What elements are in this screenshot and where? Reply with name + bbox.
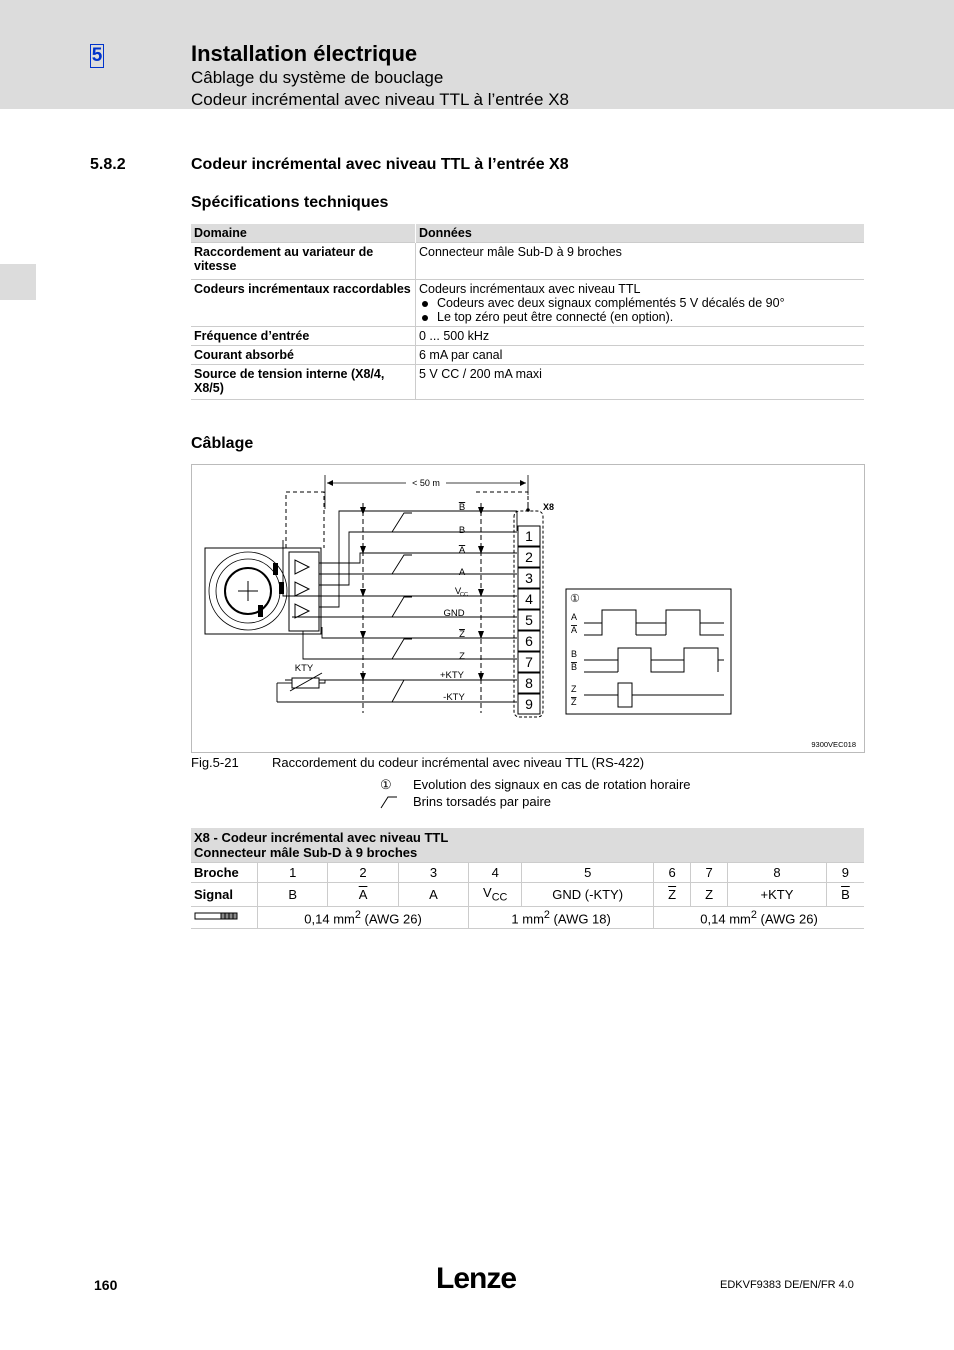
broche-cell: 3: [398, 863, 468, 883]
twisted-pair-markers: [392, 513, 412, 702]
table-row: [191, 906, 864, 928]
specs-table: [191, 224, 864, 400]
spec-bullet: Le top zéro peut être connecté (en option).: [437, 310, 861, 324]
spec-value: [416, 280, 865, 327]
lenze-logo: Lenze: [436, 1262, 517, 1295]
broche-cell: 7: [691, 863, 728, 883]
distance-label: < 50 m: [412, 478, 440, 488]
kty-label: KTY: [294, 663, 314, 674]
cable-awg: (AWG 26): [360, 910, 422, 926]
timing-label: A: [571, 612, 578, 622]
connector-pin-number: 4: [525, 591, 533, 607]
chapter-number: 5: [91, 45, 103, 66]
signal-label: Z: [459, 651, 465, 662]
spec-bullet: Codeurs avec deux signaux complémentés 5 V décalés de 90°: [437, 296, 861, 310]
table-row: [191, 365, 864, 400]
spec-value: 0 ... 500 kHz: [419, 329, 490, 343]
spec-value: 6 mA par canal: [419, 348, 503, 362]
timing-label: Z: [571, 684, 577, 694]
signal-label: B: [458, 525, 466, 536]
broche-cell: 9: [826, 863, 864, 883]
timing-label: B: [571, 662, 578, 672]
signal-value: $\overline{A}$: [358, 886, 368, 902]
signal-label: A: [458, 567, 466, 578]
signal-cell: Z: [691, 883, 728, 907]
broche-cell: 1: [258, 863, 328, 883]
signal-cell: [469, 883, 522, 907]
cable-awg: (AWG 26): [756, 910, 818, 926]
timing-waveforms: [584, 610, 724, 707]
cable-size: 0,14 mm: [700, 910, 751, 926]
signal-label: Z: [459, 629, 465, 640]
shield-dashed: [476, 492, 528, 502]
page-number: 160: [94, 1277, 118, 1293]
cable-size: 0,14 mm: [304, 910, 355, 926]
table-row: [191, 243, 864, 280]
connector-pins: [518, 526, 540, 714]
figure-caption: Raccordement du codeur incrémental avec niveau TTL (RS-422): [272, 755, 645, 770]
legend-text-1: Evolution des signaux en cas de rotation horaire: [413, 777, 691, 792]
table-row: [191, 346, 864, 365]
spec-value: Connecteur mâle Sub-D à 9 broches: [419, 245, 622, 259]
connector-pin-number: 6: [525, 633, 533, 649]
broche-cell: 5: [522, 863, 654, 883]
connector-label: X8: [543, 502, 555, 512]
broche-cell: 4: [469, 863, 522, 883]
spec-key: Source de tension interne (X8/4, X8/5): [191, 365, 416, 400]
distance-arrowhead: [520, 480, 526, 486]
signal-value: $\overline{B}$: [841, 886, 850, 902]
signal-label: -KTY: [443, 692, 465, 703]
figure-code: 9300VEC018: [811, 740, 856, 749]
table-row: [191, 280, 864, 327]
signal-value-sub: CC: [491, 891, 508, 904]
x8-title-line-1: X8 - Codeur incrémental avec niveau TTL: [194, 830, 449, 845]
cable-section-cell: [469, 906, 654, 928]
table-row: [191, 883, 864, 907]
timing-label: Z: [571, 697, 577, 707]
x8-title-line-2: Connecteur mâle Sub-D à 9 broches: [194, 845, 418, 860]
signal-label: A: [458, 545, 466, 556]
side-tab-marker: [0, 264, 36, 300]
timing-marker: ①: [570, 593, 580, 605]
spec-key: Codeurs incrémentaux raccordables: [191, 280, 416, 327]
signal-label: V: [454, 586, 462, 597]
cable-size-sup: 2: [354, 908, 361, 921]
cable-icon: [191, 906, 258, 928]
distance-arrowhead: [327, 480, 333, 486]
spec-key: Raccordement au variateur de vitesse: [191, 243, 416, 280]
signal-label: B: [458, 502, 466, 513]
broche-label: Broche: [191, 863, 258, 883]
connector-pin-number: 5: [525, 612, 533, 628]
specs-heading: Spécifications techniques: [191, 194, 389, 211]
broche-cell: 8: [728, 863, 827, 883]
connector-pin-number: 3: [525, 570, 533, 586]
connector-pin-number: 8: [525, 675, 533, 691]
connector-pin-number: 9: [525, 696, 533, 712]
signal-cell: A: [398, 883, 468, 907]
twisted-pair-icon: [380, 795, 400, 809]
figure-number: Fig.5-21: [191, 755, 239, 770]
document-reference: EDKVF9383 DE/EN/FR 4.0: [720, 1279, 854, 1291]
page-subtitle-2: Codeur incrémental avec niveau TTL à l’entrée X8: [191, 90, 569, 109]
signal-value: $\overline{Z}$: [668, 886, 677, 902]
spec-key: Fréquence d’entrée: [191, 327, 416, 346]
spec-value-line: Codeurs incrémentaux avec niveau TTL: [419, 282, 641, 296]
signal-label: GND: [443, 608, 465, 619]
signal-cell: GND (-KTY): [522, 883, 654, 907]
connector-pin-number: 1: [525, 528, 533, 544]
broche-cell: 6: [654, 863, 691, 883]
signal-value: V: [483, 885, 492, 900]
cable-awg: (AWG 18): [549, 910, 611, 926]
specs-col-donnees: Données: [416, 224, 865, 243]
cable-size-sup: 2: [543, 908, 550, 921]
section-title: Codeur incrémental avec niveau TTL à l’entrée X8: [191, 156, 569, 173]
signal-cell: B: [258, 883, 328, 907]
timing-label: A: [571, 625, 578, 635]
wiring-heading: Câblage: [191, 435, 254, 452]
encoder-sensor: [273, 563, 278, 575]
x8-table-title: [191, 828, 864, 863]
kty-resistor: [292, 678, 319, 688]
cable-size: 1 mm: [511, 910, 544, 926]
wiring-diagram: [191, 464, 865, 753]
specs-col-domaine: Domaine: [191, 224, 416, 243]
connector-pin-number: 2: [525, 549, 533, 565]
broche-cell: 2: [328, 863, 398, 883]
connector-pin-number: 7: [525, 654, 533, 670]
signal-cell: [654, 883, 691, 907]
signal-label: Signal: [191, 883, 258, 907]
wiring-diagram-svg: [192, 465, 864, 752]
signal-label-sub: CC: [460, 592, 468, 598]
signal-cell: [328, 883, 398, 907]
page-title: Installation électrique: [191, 41, 418, 66]
cable-section-cell: [654, 906, 864, 928]
spec-value: 5 V CC / 200 mA maxi: [419, 367, 542, 381]
signal-cell: +KTY: [728, 883, 827, 907]
table-row: [191, 327, 864, 346]
signal-cell: [826, 883, 864, 907]
cable-section-cell: [258, 906, 469, 928]
timing-label: B: [571, 649, 578, 659]
signal-label: +KTY: [439, 670, 465, 681]
encoder-sensor: [258, 605, 263, 617]
page-subtitle-1: Câblage du système de bouclage: [191, 68, 444, 87]
cable-size-sup: 2: [750, 908, 757, 921]
legend-symbol-1: ①: [380, 777, 392, 792]
x8-table: [191, 828, 864, 929]
spec-key: Courant absorbé: [191, 346, 416, 365]
table-row: [191, 863, 864, 883]
section-number: 5.8.2: [90, 156, 126, 173]
legend-text-2: Brins torsadés par paire: [413, 794, 552, 809]
shield-dashed: [286, 492, 324, 548]
